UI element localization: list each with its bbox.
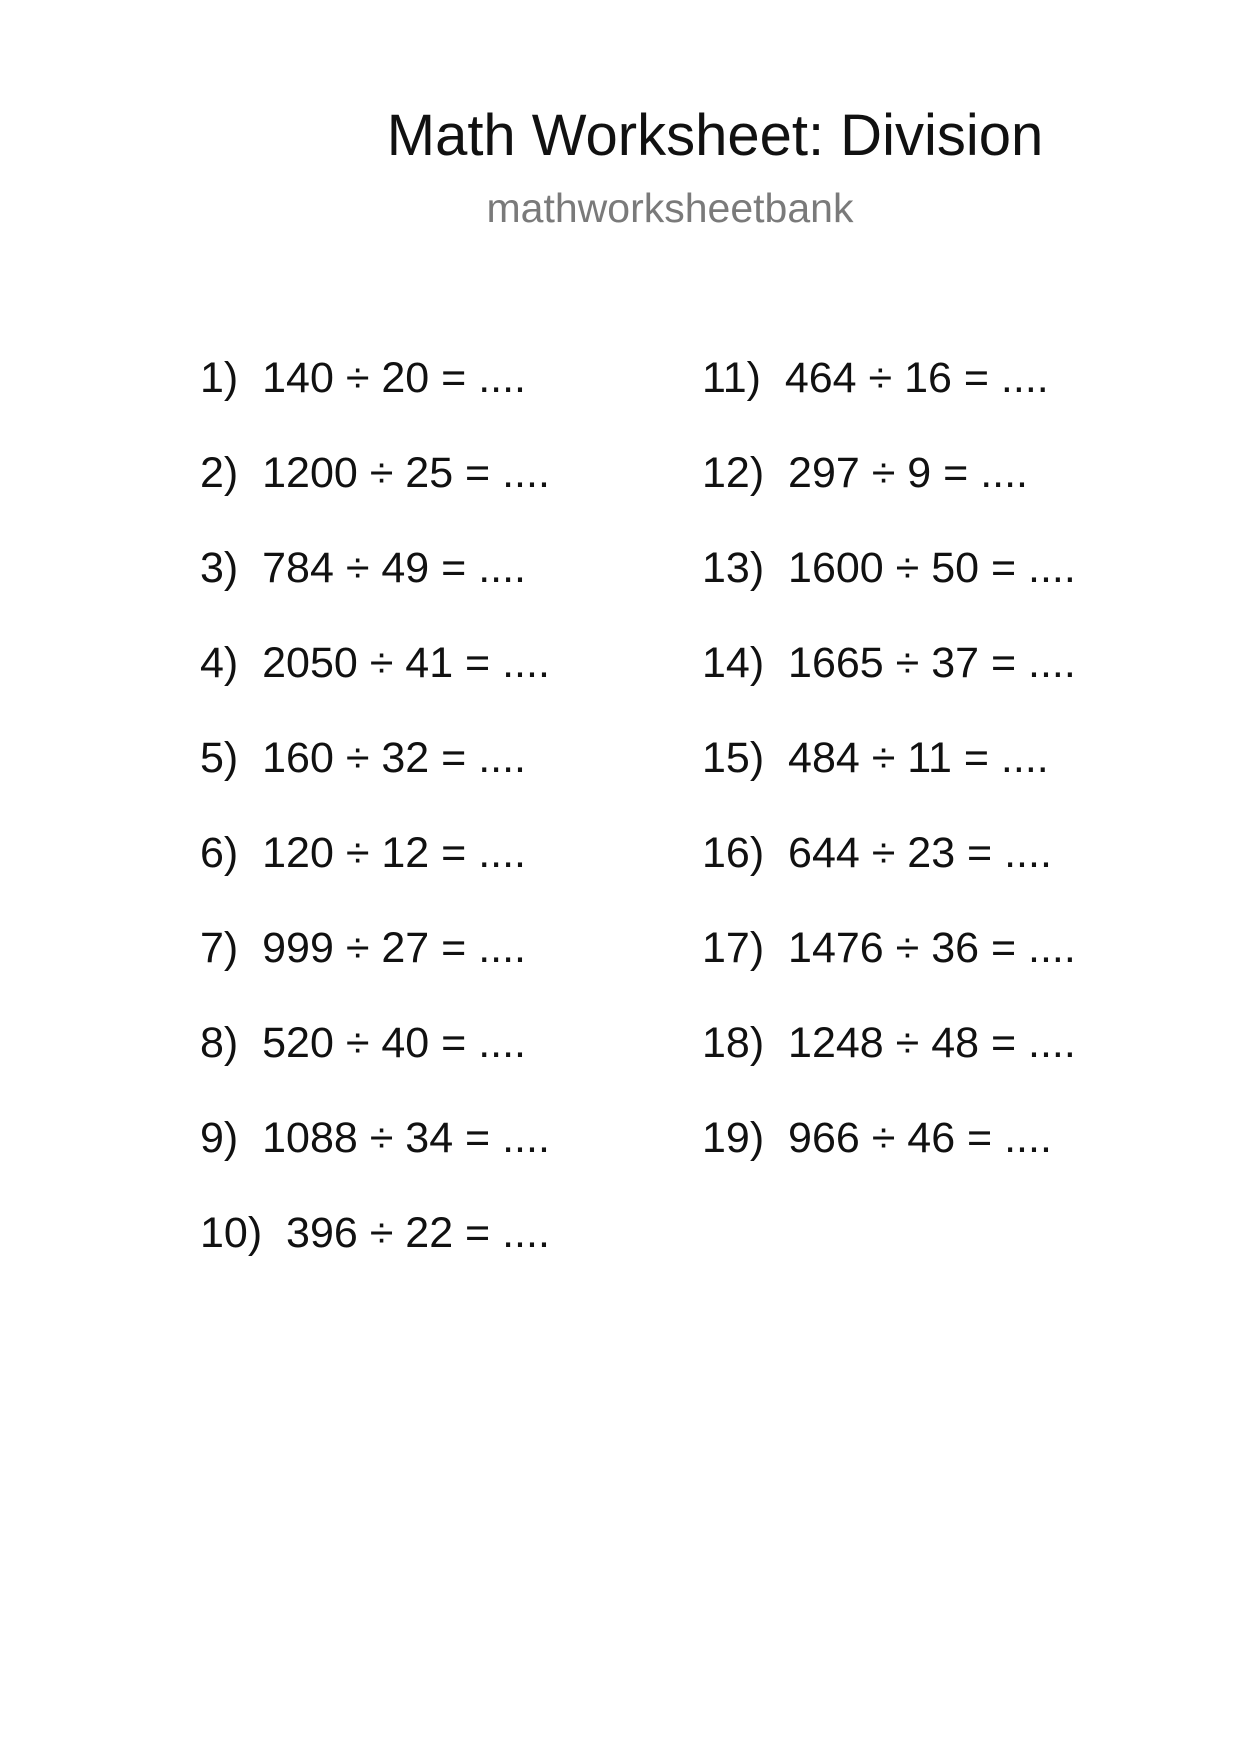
- problem-13: 13) 1600 ÷ 50 = ....: [702, 544, 1076, 592]
- problem-9: 9) 1088 ÷ 34 = ....: [200, 1114, 550, 1162]
- problem-2: 2) 1200 ÷ 25 = ....: [200, 449, 550, 497]
- problem-17: 17) 1476 ÷ 36 = ....: [702, 924, 1076, 972]
- worksheet-title: Math Worksheet: Division: [386, 103, 1044, 168]
- problem-19: 19) 966 ÷ 46 = ....: [702, 1114, 1052, 1162]
- problem-16: 16) 644 ÷ 23 = ....: [702, 829, 1052, 877]
- problem-14: 14) 1665 ÷ 37 = ....: [702, 639, 1076, 687]
- problem-3: 3) 784 ÷ 49 = ....: [200, 544, 526, 592]
- problem-8: 8) 520 ÷ 40 = ....: [200, 1019, 526, 1067]
- problem-10: 10) 396 ÷ 22 = ....: [200, 1209, 550, 1257]
- problems-right-column: [702, 348, 1076, 1203]
- problems-left-column: [200, 348, 550, 1298]
- problem-11: 11) 464 ÷ 16 = ....: [702, 354, 1049, 402]
- problem-12: 12) 297 ÷ 9 = ....: [702, 449, 1028, 497]
- problem-4: 4) 2050 ÷ 41 = ....: [200, 639, 550, 687]
- problem-5: 5) 160 ÷ 32 = ....: [200, 734, 526, 782]
- problem-6: 6) 120 ÷ 12 = ....: [200, 829, 526, 877]
- problem-7: 7) 999 ÷ 27 = ....: [200, 924, 526, 972]
- problem-15: 15) 484 ÷ 11 = ....: [702, 734, 1049, 782]
- problem-18: 18) 1248 ÷ 48 = ....: [702, 1019, 1076, 1067]
- worksheet-subtitle: mathworksheetbank: [486, 185, 854, 231]
- problem-1: 1) 140 ÷ 20 = ....: [200, 354, 526, 402]
